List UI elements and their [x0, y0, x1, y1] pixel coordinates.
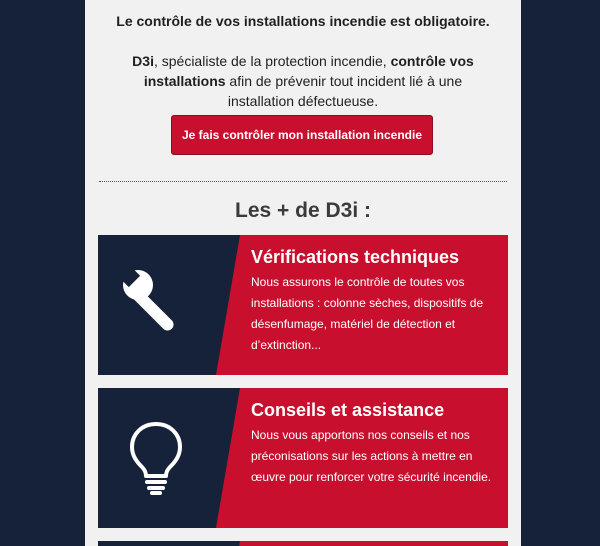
feature-dark-panel	[98, 541, 508, 546]
intro-bold-brand: D3i	[132, 53, 154, 69]
feature-verifications	[98, 235, 508, 375]
newsletter-card	[85, 0, 521, 546]
cta-button[interactable]: Je fais contrôler mon installation incendie	[171, 115, 433, 155]
feature-title: Conseils et assistance	[251, 400, 445, 420]
wrench-icon	[116, 263, 196, 343]
section-title: Les + de D3i :	[235, 199, 371, 222]
intro-text-1: , spécialiste de la protection incendie,	[153, 53, 391, 69]
feature-title: Vérifications techniques	[251, 247, 460, 267]
intro-bold-service: contrôle vos installations	[143, 53, 474, 89]
intro-headline: Le contrôle de vos installations incendie est obligatoire.	[116, 13, 490, 29]
dotted-divider	[99, 181, 507, 182]
feature-text: Nous vous apportons nos conseils et nos préconisations sur les actions à mettre en œuvre pour renforcer votre sécurité incendie.	[251, 428, 492, 484]
feature-text: Nous assurons le contrôle de toutes vos installations : colonne sèches, dispositifs de désenfumage, matériel de détection et d’extinction...	[251, 275, 484, 352]
feature-conseils	[98, 388, 508, 528]
lightbulb-icon	[116, 416, 196, 496]
intro-paragraph	[115, 51, 491, 111]
feature-next-partial	[98, 541, 508, 546]
intro-text-2: afin de prévenir tout incident lié à une installation défectueuse.	[225, 73, 463, 109]
